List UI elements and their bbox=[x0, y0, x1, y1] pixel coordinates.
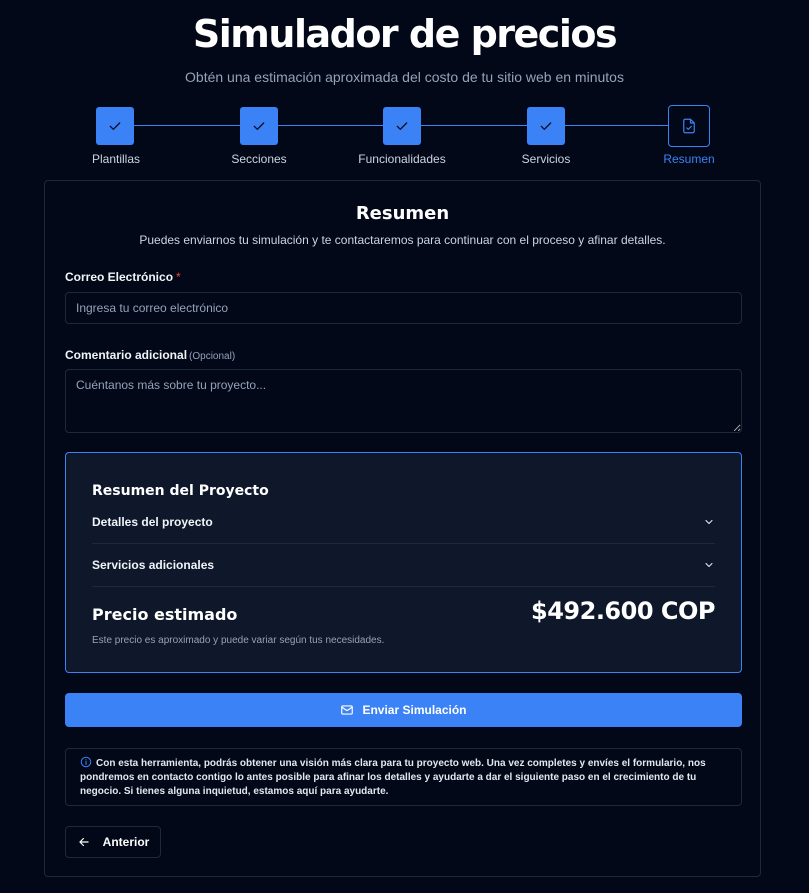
price-value: $492.600 COP bbox=[531, 597, 715, 625]
mail-icon bbox=[340, 703, 354, 717]
accordion-divider bbox=[92, 543, 715, 544]
email-label: Correo Electrónico * bbox=[65, 270, 181, 284]
info-notice bbox=[65, 748, 742, 806]
chevron-down-icon bbox=[703, 516, 715, 528]
file-check-icon bbox=[680, 117, 698, 135]
accordion-divider bbox=[92, 586, 715, 587]
accordion-project-details[interactable] bbox=[92, 504, 715, 540]
page-subtitle: Obtén una estimación aproximada del costo de tu sitio web en minutos bbox=[185, 69, 624, 85]
comment-textarea[interactable] bbox=[65, 369, 742, 433]
previous-button-label: Anterior bbox=[102, 835, 150, 849]
step-label-servicios: Servicios bbox=[521, 152, 571, 166]
accordion-label: Servicios adicionales bbox=[92, 558, 215, 572]
step-funcionalidades[interactable] bbox=[383, 107, 421, 145]
send-simulation-button[interactable] bbox=[65, 693, 742, 727]
required-mark: * bbox=[176, 270, 181, 284]
step-servicios[interactable] bbox=[527, 107, 565, 145]
check-icon bbox=[251, 118, 267, 134]
accordion-additional-services[interactable] bbox=[92, 547, 715, 583]
step-label-funcionalidades: Funcionalidades bbox=[358, 152, 446, 166]
price-note: Este precio es aproximado y puede variar según tus necesidades. bbox=[92, 635, 385, 646]
card-description: Puedes enviarnos tu simulación y te contactaremos para continuar con el proceso y afinar detalles. bbox=[139, 233, 666, 247]
step-plantillas[interactable] bbox=[96, 107, 134, 145]
arrow-left-icon bbox=[77, 835, 91, 849]
accordion-label: Detalles del proyecto bbox=[92, 515, 213, 529]
check-icon bbox=[107, 118, 123, 134]
optional-hint: (Opcional) bbox=[189, 351, 236, 362]
info-icon bbox=[80, 756, 92, 768]
project-summary-panel bbox=[65, 452, 742, 673]
chevron-down-icon bbox=[703, 559, 715, 571]
page-title: Simulador de precios bbox=[192, 12, 617, 56]
step-resumen[interactable] bbox=[668, 105, 710, 147]
previous-button[interactable] bbox=[65, 826, 161, 858]
email-field[interactable] bbox=[65, 292, 742, 324]
step-label-resumen: Resumen bbox=[663, 152, 715, 166]
comment-label: Comentario adicional (Opcional) bbox=[65, 348, 236, 362]
step-secciones[interactable] bbox=[240, 107, 278, 145]
check-icon bbox=[394, 118, 410, 134]
step-label-plantillas: Plantillas bbox=[91, 152, 141, 166]
summary-title: Resumen del Proyecto bbox=[92, 483, 269, 499]
price-label: Precio estimado bbox=[92, 605, 238, 624]
send-button-label: Enviar Simulación bbox=[362, 703, 467, 717]
step-label-secciones: Secciones bbox=[231, 152, 287, 166]
check-icon bbox=[538, 118, 554, 134]
info-text: Con esta herramienta, podrás obtener una visión más clara para tu proyecto web. Una vez completes y envíes el formulario, nos pondremos en contacto contigo lo antes posible para afinar los detalles y ayudarte a dar el siguiente paso en el crecimiento de tu negocio. Si tienes alguna inquietud, estamos aquí para ayudarte. bbox=[80, 758, 706, 797]
summary-card bbox=[44, 180, 761, 877]
card-title: Resumen bbox=[355, 203, 450, 224]
